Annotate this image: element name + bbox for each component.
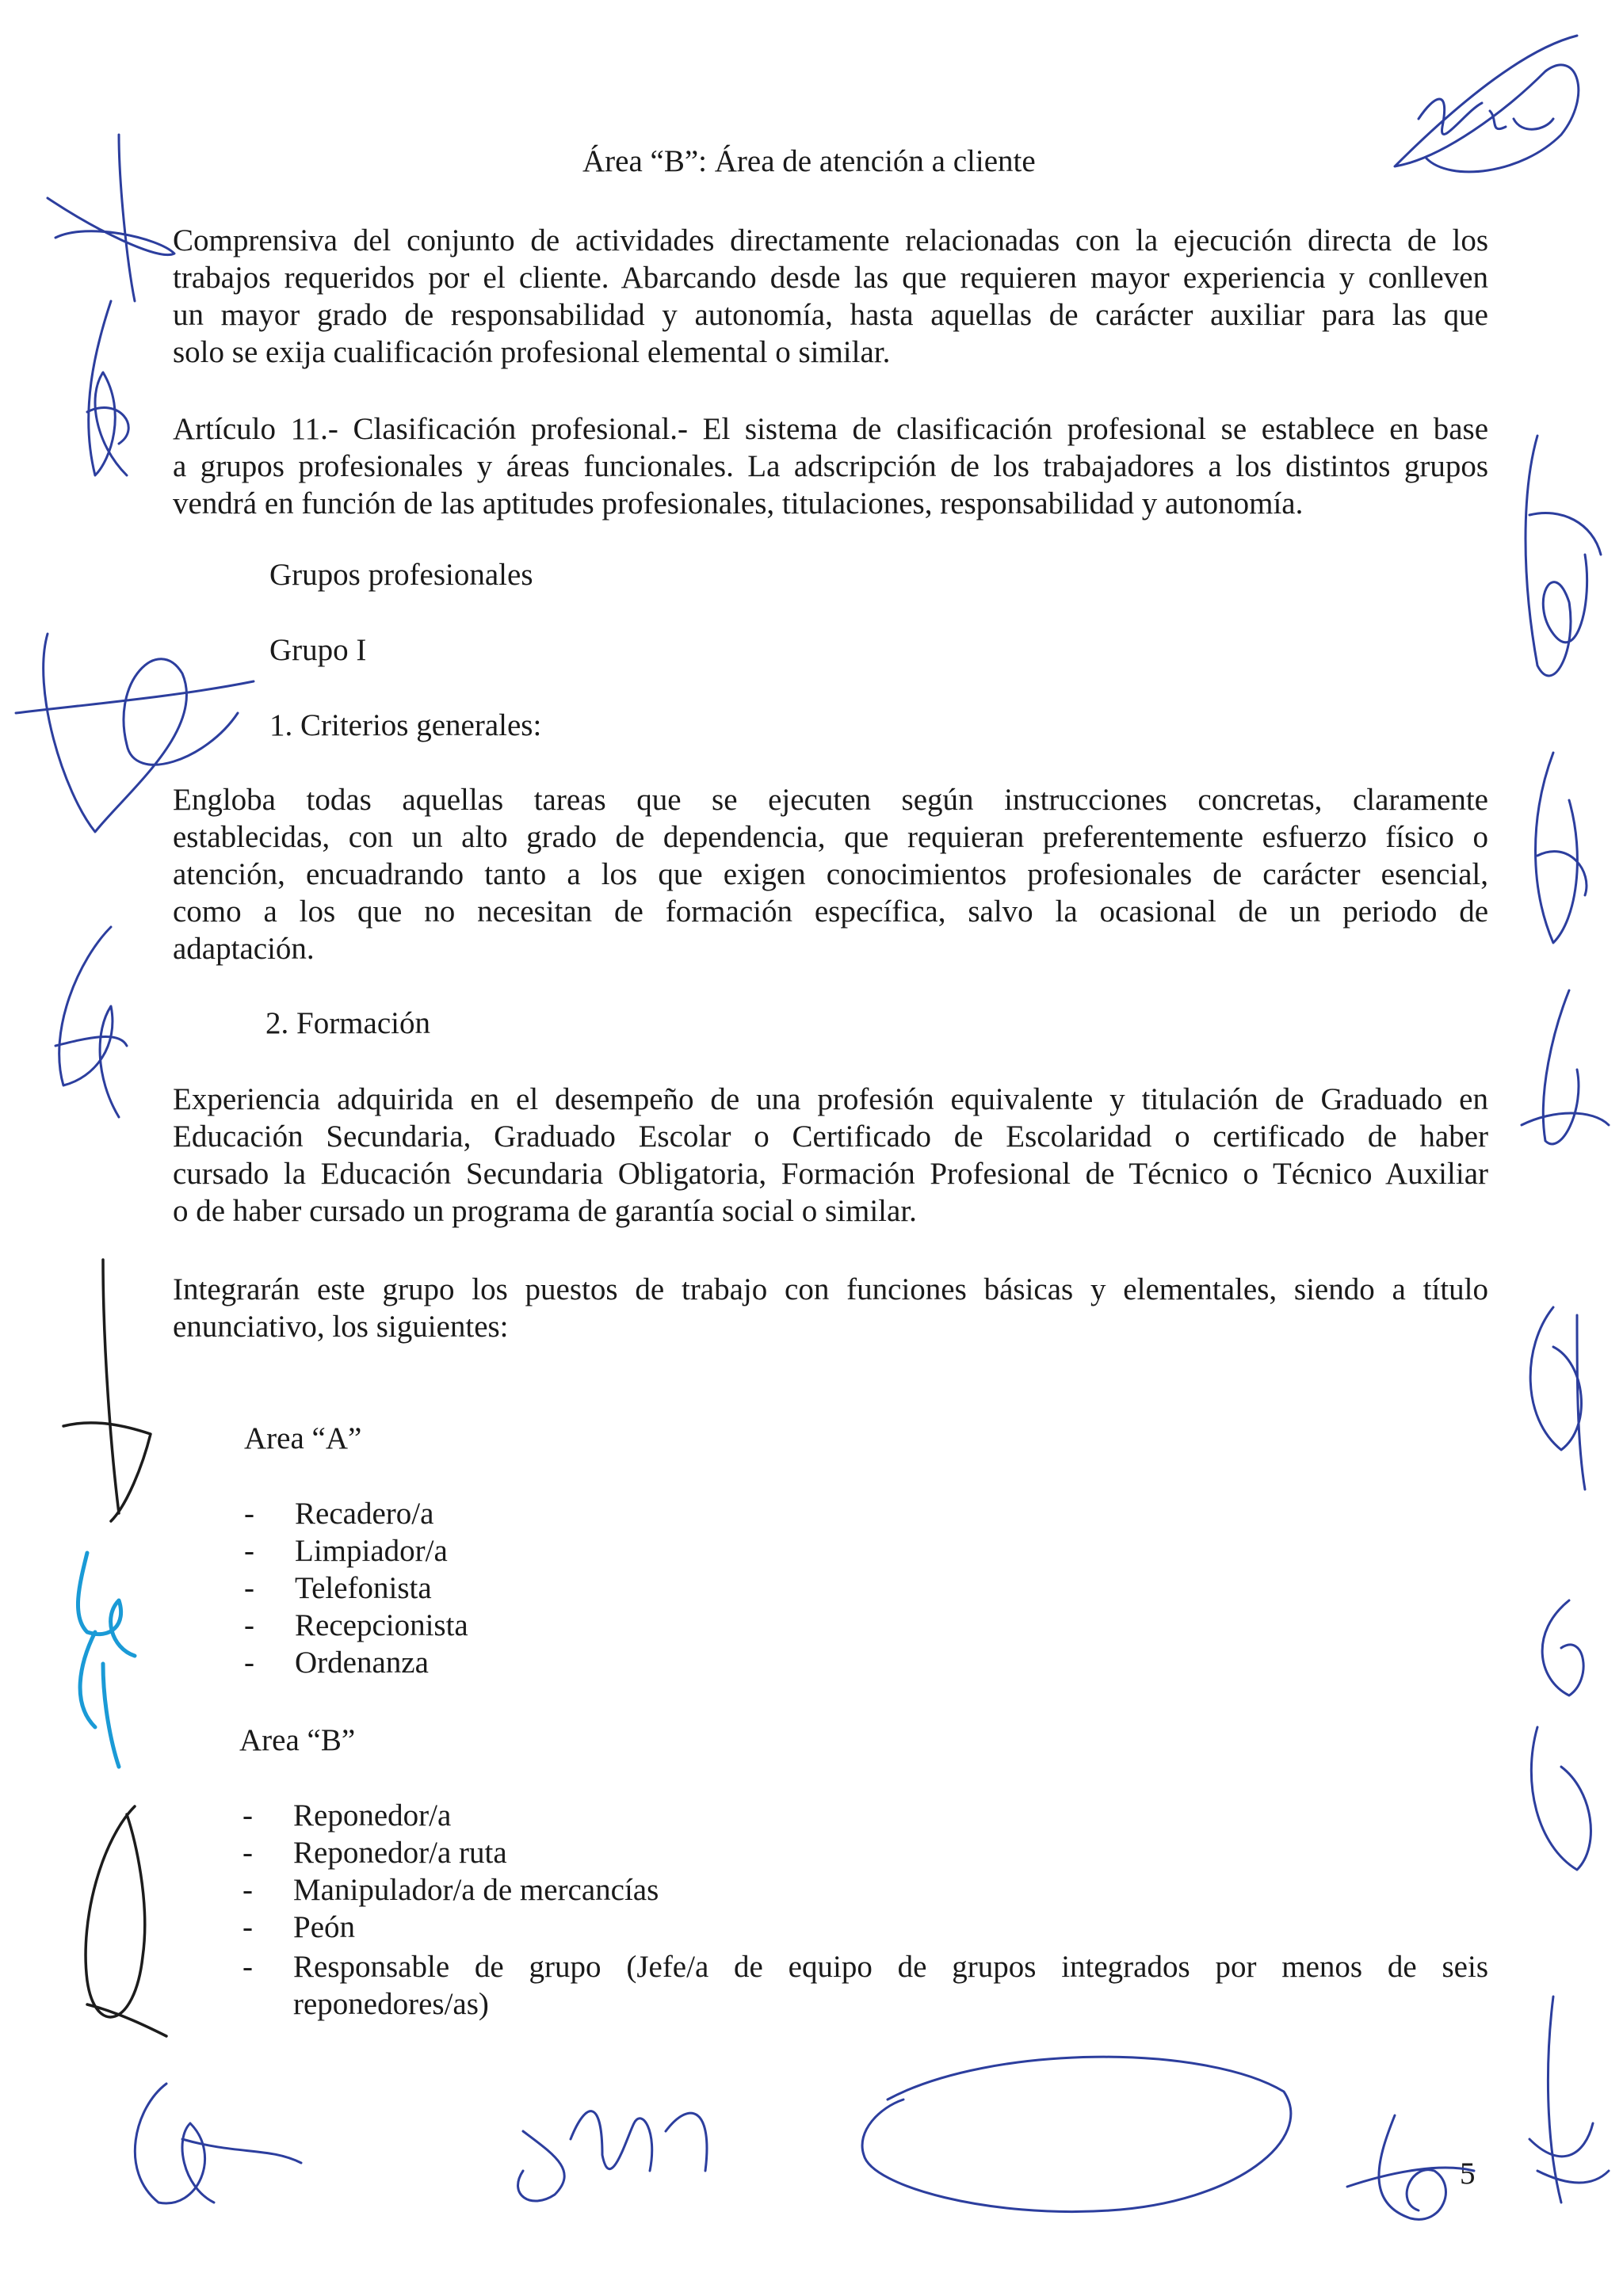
list-item: - Reponedor/a ruta xyxy=(242,1836,507,1870)
list-item: - Peón xyxy=(242,1910,355,1944)
intro-line: Comprensiva del conjunto de actividades directamente relacionadas con la ejecución directa de los xyxy=(173,223,1488,257)
signature-bottom-4 xyxy=(1347,2115,1474,2219)
criterios-line: adaptación. xyxy=(173,932,315,966)
grupos-heading: Grupos profesionales xyxy=(269,558,533,592)
criterios-line: establecidas, con un alto grado de dependencia, que requieran preferentemente esfuerzo físico o xyxy=(173,820,1488,854)
signature-left-cyan xyxy=(78,1553,135,1767)
integraran-paragraph xyxy=(173,1271,1488,1345)
list-item: - Manipulador/a de mercancías xyxy=(242,1873,659,1907)
signature-right-6 xyxy=(1529,1997,1609,2203)
section-title: Área “B”: Área de atención a cliente xyxy=(582,144,1036,178)
articulo-line: vendrá en función de las aptitudes profesionales, titulaciones, responsabilidad y autonomía. xyxy=(173,486,1304,521)
criterios-heading: 1. Criterios generales: xyxy=(269,708,542,742)
list-item: - xyxy=(242,1950,253,1984)
articulo-11-paragraph xyxy=(173,410,1488,522)
formacion-line: Educación Secundaria, Graduado Escolar o Certificado de Escolaridad o certificado de haber xyxy=(173,1119,1488,1154)
signature-right-2 xyxy=(1536,753,1587,943)
formacion-line: Experiencia adquirida en el desempeño de una profesión equivalente y titulación de Graduado en xyxy=(173,1082,1488,1116)
intro-line: solo se exija cualificación profesional elemental o similar. xyxy=(173,335,891,369)
formacion-paragraph xyxy=(173,1081,1488,1230)
signature-left-1 xyxy=(48,135,174,301)
signature-left-4 xyxy=(55,927,127,1117)
list-item: - Recepcionista xyxy=(244,1608,468,1642)
list-item: - Reponedor/a xyxy=(242,1798,452,1833)
intro-paragraph xyxy=(173,222,1488,371)
intro-line: trabajos requeridos por el cliente. Abarcando desde las que requieren mayor experiencia y conlleven xyxy=(173,261,1488,295)
list-item: - Ordenanza xyxy=(244,1646,429,1680)
formacion-line: o de haber cursado un programa de garantía social o similar. xyxy=(173,1194,917,1228)
criterios-paragraph xyxy=(173,781,1488,967)
signature-right-3 xyxy=(1522,990,1609,1144)
integraran-line: enunciativo, los siguientes: xyxy=(173,1310,509,1344)
articulo-line: Artículo 11.- Clasificación profesional.- El sistema de clasificación profesional se establece en base xyxy=(173,412,1488,446)
list-item-line: Responsable de grupo (Jefe/a de equipo de grupos integrados por menos de seis xyxy=(293,1950,1488,1984)
signature-right-5 xyxy=(1531,1600,1591,1870)
list-item-line: reponedores/as) xyxy=(293,1987,489,2021)
signature-left-6 xyxy=(86,1806,166,2036)
list-item: - Recadero/a xyxy=(244,1497,434,1531)
page-number: 5 xyxy=(1460,2157,1476,2191)
signature-bottom-3 xyxy=(862,2057,1291,2211)
signature-bottom-1 xyxy=(135,2084,301,2203)
area-a-heading: Area “A” xyxy=(244,1421,362,1455)
list-item-multiline xyxy=(293,1948,1488,2023)
signature-top-right xyxy=(1395,36,1579,172)
list-item: - Limpiador/a xyxy=(244,1534,448,1568)
signature-left-2 xyxy=(87,301,128,475)
criterios-line: atención, encuadrando tanto a los que exigen conocimientos profesionales de carácter esencial, xyxy=(173,857,1488,891)
criterios-line: como a los que no necesitan de formación específica, salvo la ocasional de un periodo de xyxy=(173,894,1488,929)
integraran-line: Integrarán este grupo los puestos de trabajo con funciones básicas y elementales, siendo a título xyxy=(173,1272,1488,1306)
signature-left-5 xyxy=(63,1260,151,1521)
criterios-line: Engloba todas aquellas tareas que se ejecuten según instrucciones concretas, claramente xyxy=(173,783,1488,817)
signature-bottom-2 xyxy=(518,2111,707,2201)
formacion-heading: 2. Formación xyxy=(265,1006,430,1040)
formacion-line: cursado la Educación Secundaria Obligatoria, Formación Profesional de Técnico o Técnico Auxiliar xyxy=(173,1157,1488,1191)
signature-right-1 xyxy=(1526,436,1601,676)
intro-line: un mayor grado de responsabilidad y autonomía, hasta aquellas de carácter auxiliar para las que xyxy=(173,298,1488,332)
area-b-heading: Area “B” xyxy=(239,1723,356,1757)
articulo-line: a grupos profesionales y áreas funcionales. La adscripción de los trabajadores a los distintos grupos xyxy=(173,449,1488,483)
grupo-heading: Grupo I xyxy=(269,633,367,667)
signature-right-4 xyxy=(1530,1307,1585,1489)
list-item: - Telefonista xyxy=(244,1571,432,1605)
